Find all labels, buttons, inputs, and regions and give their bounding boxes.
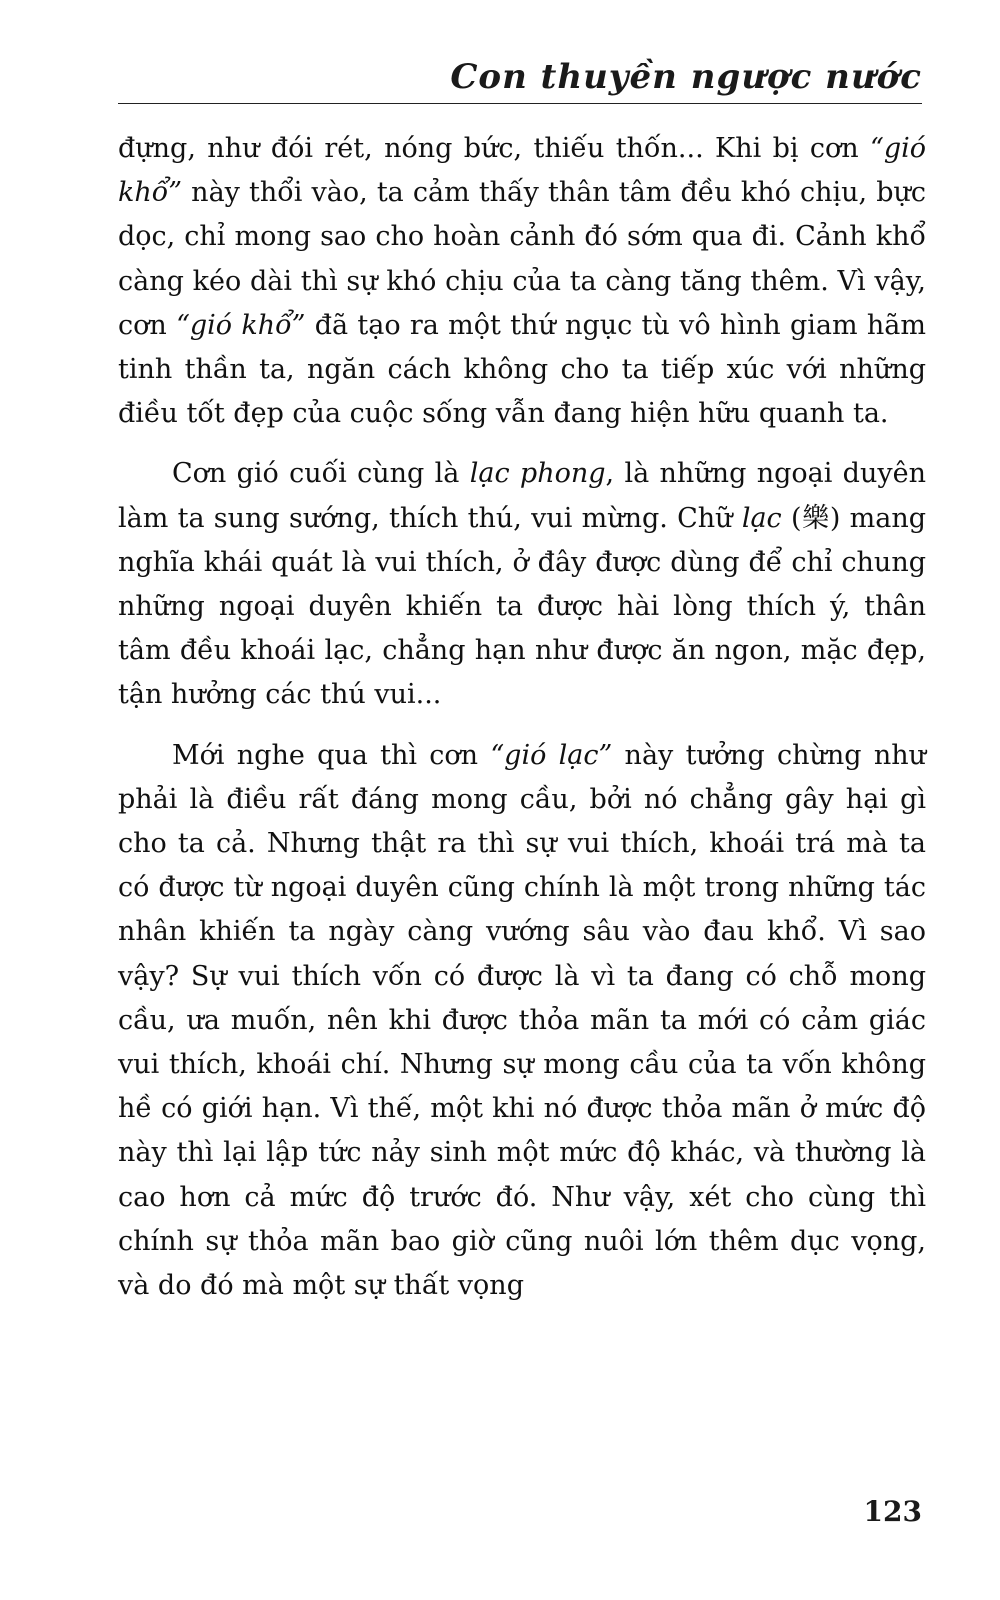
page-body (118, 127, 926, 1324)
text-segment: Mới nghe qua thì cơn (172, 739, 491, 771)
text-segment: này thổi vào, ta cảm thấy thân tâm đều khó chịu, bực dọc, chỉ mong sao cho hoàn cảnh đó sớm qua đi. Cảnh khổ càng kéo dài thì sự khó chịu của ta càng tăng thêm. Vì vậy, cơn (118, 177, 926, 341)
text-segment: đã tạo ra một thứ ngục tù vô hình giam hãm tinh thần ta, ngăn cách không cho ta tiếp xúc với những điều tốt đẹp của cuộc sống vẫn đang hiện hữu quanh ta. (118, 309, 926, 430)
paragraph-gio-lac (118, 734, 926, 1309)
text-segment: (樂) mang nghĩa khái quát là vui thích, ở đây được dùng để chỉ chung những ngoại duyên khiến ta được hài lòng thích ý, thân tâm đều khoái lạc, chẳng hạn như được ăn ngon, mặc đẹp, tận hưởng các thú vui... (118, 502, 926, 711)
paragraph-lac-phong (118, 452, 926, 717)
italic-term: lạc phong (469, 458, 606, 490)
text-segment: này tưởng chừng như phải là điều rất đáng mong cầu, bởi nó chẳng gây hại gì cho ta cả. Nhưng thật ra thì sự vui thích, khoái trá mà ta có được từ ngoại duyên cũng chính là một trong những tác nhân khiến ta ngày càng vướng sâu vào đau khổ. Vì sao vậy? Sự vui thích vốn có được là vì ta đang có chỗ mong cầu, ưa muốn, nên khi được thỏa mãn ta mới có cảm giác vui thích, khoái chí. Nhưng sự mong cầu của ta vốn không hề có giới hạn. Vì thế, một khi nó được thỏa mãn ở mức độ này thì lại lập tức nảy sinh một mức độ khác, và thường là cao hơn cả mức độ trước đó. Như vậy, xét cho cùng thì chính sự thỏa mãn bao giờ cũng nuôi lớn thêm dục vọng, và do đó mà một sự thất vọng (118, 739, 927, 1302)
italic-term: lạc (741, 502, 782, 534)
text-segment: , là những ngoại duyên làm ta sung sướng, thích thú, vui mừng. Chữ (118, 458, 926, 534)
running-header (118, 40, 922, 104)
italic-term: “gió lạc” (490, 739, 613, 771)
paragraph-continued (118, 127, 926, 436)
text-segment: Cơn gió cuối cùng là (172, 458, 470, 490)
running-header-title: Con thuyền ngược nước (450, 57, 922, 97)
italic-term: “gió khổ” (176, 309, 306, 341)
page-number: 123 (863, 1495, 922, 1528)
italic-term: “gió khổ” (118, 133, 926, 209)
text-segment: đựng, như đói rét, nóng bức, thiếu thốn... Khi bị cơn (118, 133, 871, 164)
